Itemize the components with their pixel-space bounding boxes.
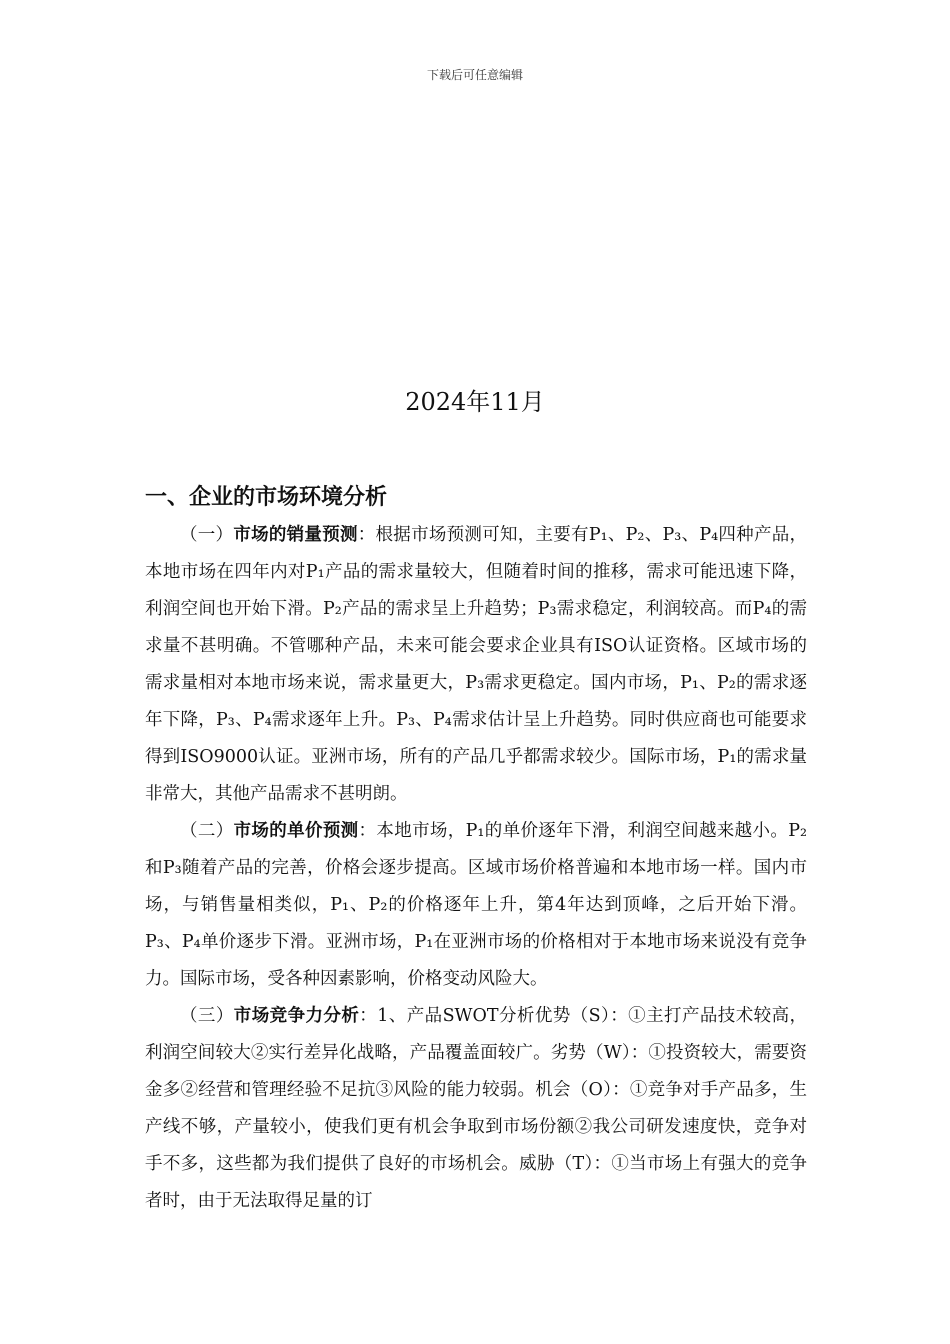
paragraph-body: ：1、产品SWOT分析优势（S）：①主打产品技术较高，利润空间较大②实行差异化战略，产品覆盖面较广。劣势（W）：①投资较大，需要资金多②经营和管理经验不足抗③风险的能力较弱。机会（O）：①竞争对手产品多，生产线不够，产量较小，使我们更有机会争取到市场份额②我公司研发速度快，竞争对手不多，这些都为我们提供了良好的市场机会。威胁（T）：①当市场上有强大的竞争者时，由于无法取得足量的订 xyxy=(145,1006,808,1211)
paragraph-body: ：本地市场，P₁的单价逐年下滑，利润空间越来越小。P₂和P₃随着产品的完善，价格会逐步提高。区域市场价格普遍和本地市场一样。国内市场，与销售量相类似，P₁、P₂的价格逐年上升，第4年达到顶峰，之后开始下滑。P₃、P₄单价逐步下滑。亚洲市场，P₁在亚洲市场的价格相对于本地市场来说没有竞争力。国际市场，受各种因素影响，价格变动风险大。 xyxy=(145,821,807,989)
paragraph-prefix: （三） xyxy=(180,1006,234,1026)
paragraph-body: ：根据市场预测可知，主要有P₁、P₂、P₃、P₄四种产品，本地市场在四年内对P₁产品的需求量较大，但随着时间的推移，需求可能迅速下降，利润空间也开始下滑。P₂产品的需求呈上升趋势；P₃需求稳定，利润较高。而P₄的需求量不甚明确。不管哪种产品，未来可能会要求企业具有ISO认证资格。区域市场的需求量相对本地市场来说，需求量更大，P₃需求更稳定。国内市场，P₁、P₂的需求逐年下降，P₃、P₄需求逐年上升。P₃、P₄需求估计呈上升趋势。同时供应商也可能要求得到ISO9000认证。亚洲市场，所有的产品几乎都需求较少。国际市场，P₁的需求量非常大，其他产品需求不甚明朗。 xyxy=(145,525,807,804)
paragraph-price-forecast xyxy=(145,813,807,998)
cover-date: 2024年11月 xyxy=(405,388,545,416)
paragraph-lead: 市场的销量预测 xyxy=(233,525,358,545)
paragraph-prefix: （一） xyxy=(180,525,234,545)
document-body xyxy=(145,480,807,1220)
paragraph-sales-forecast xyxy=(145,517,807,813)
paragraph-lead: 市场的单价预测 xyxy=(233,821,359,841)
paragraph-lead: 市场竞争力分析 xyxy=(233,1006,360,1026)
page-header-note: 下载后可任意编辑 xyxy=(426,68,523,82)
paragraph-prefix: （二） xyxy=(180,821,234,841)
paragraph-competitiveness xyxy=(145,998,807,1220)
section-heading: 一、企业的市场环境分析 xyxy=(145,485,388,510)
